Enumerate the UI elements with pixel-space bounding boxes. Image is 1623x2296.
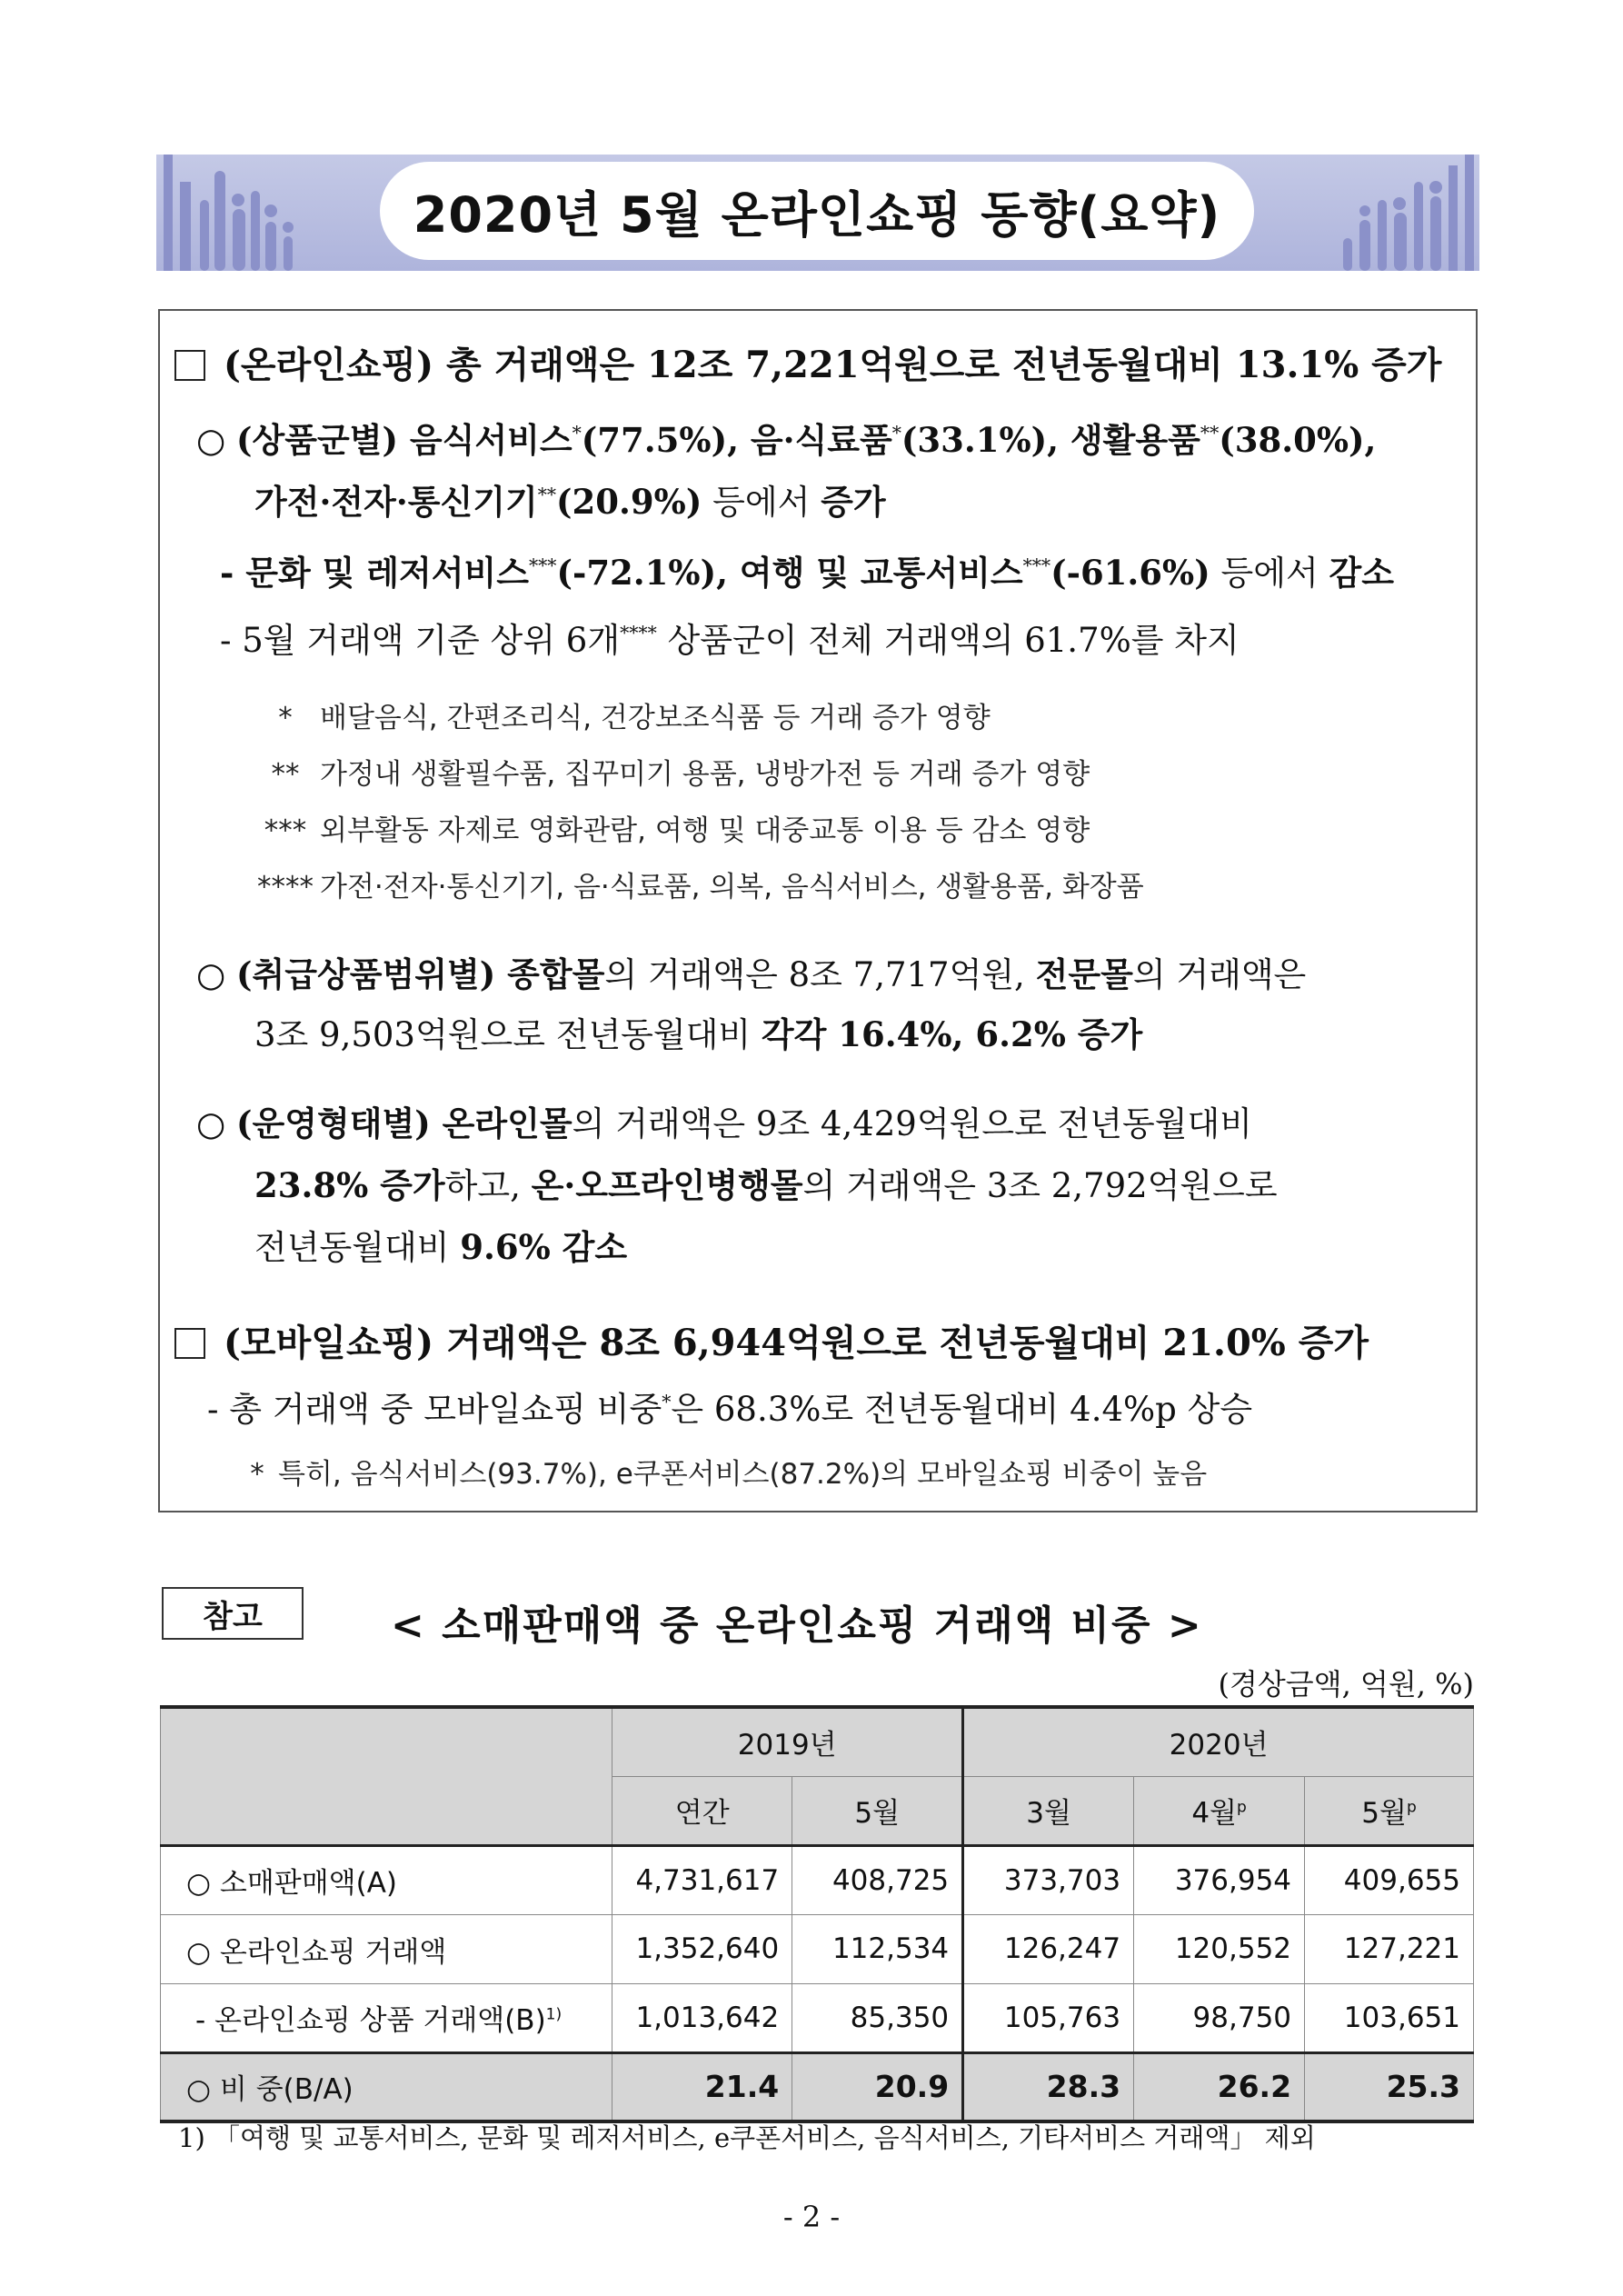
note-text: 외부활동 자제로 영화관람, 여행 및 대중교통 이용 등 감소 영향: [320, 814, 1090, 847]
footnote-mark: **: [537, 484, 557, 506]
summary-mobile-share: [207, 1382, 1252, 1431]
column-header: 3월: [963, 1776, 1134, 1845]
summary-text: 감소: [1329, 553, 1394, 593]
square-bullet-icon: [174, 350, 205, 381]
footnote-mark: ***: [264, 814, 307, 847]
table-header-row: [161, 1707, 1474, 1776]
summary-text: 총 거래액은 12조 7,221억원으로 전년동월대비 13.1% 증가: [433, 344, 1442, 386]
preliminary-mark: p: [1406, 1798, 1417, 1817]
summary-text: - 총 거래액 중 모바일쇼핑 비중: [207, 1390, 662, 1429]
table-row: [161, 1914, 1474, 1983]
note-text: 배달음식, 간편조리식, 건강보조식품 등 거래 증가 영향: [320, 702, 991, 734]
table-row: [161, 1845, 1474, 1914]
footnote-mark: *: [250, 1458, 264, 1491]
table-cell: 103,651: [1305, 1983, 1474, 2052]
table-cell: 105,763: [963, 1983, 1134, 2052]
summary-by-operation-line1: [196, 1096, 1252, 1145]
summary-decrease: [220, 545, 1394, 594]
summary-text: 가전·전자·통신기기: [254, 482, 538, 522]
table-header-blank: [161, 1707, 612, 1845]
circle-bullet-icon: ○: [196, 955, 237, 994]
table-cell: 376,954: [1134, 1845, 1305, 1914]
summary-text: 종합몰: [495, 954, 605, 994]
footnote-mark: ***: [528, 554, 557, 577]
summary-text: - 5월 거래액 기준 상위 6개: [220, 621, 621, 660]
reference-table: [160, 1705, 1474, 2123]
summary-text: (38.0%),: [1219, 420, 1377, 460]
footnote-mark: ****: [620, 622, 657, 644]
note-3: [251, 807, 1090, 848]
row-label: [161, 1983, 612, 2052]
reference-title: < 소매판매액 중 온라인쇼핑 거래액 비중 >: [391, 1602, 1203, 1649]
table-cell: 127,221: [1305, 1914, 1474, 1983]
year-header-2019: 2019년: [612, 1707, 963, 1776]
table-row-ratio: [161, 2052, 1474, 2121]
row-label: ○ 비 중(B/A): [161, 2052, 612, 2121]
summary-text: 전년동월대비: [254, 1228, 461, 1267]
footnote-mark: *: [662, 1391, 672, 1413]
summary-text: - 문화 및 레저서비스: [220, 553, 529, 593]
reference-label: 참고: [162, 1587, 304, 1640]
table-cell: 4,731,617: [612, 1845, 792, 1914]
summary-text: 의 거래액은: [1132, 955, 1307, 994]
summary-by-operation-line3: [254, 1220, 627, 1269]
note-text: 가정내 생활필수품, 집꾸미기 용품, 냉방가전 등 거래 증가 영향: [320, 758, 1090, 791]
column-header: [1305, 1776, 1474, 1845]
summary-text: (20.9%): [556, 482, 702, 522]
summary-text: 3조 9,503억원으로 전년동월대비: [254, 1015, 762, 1054]
footnote-mark: *: [891, 422, 901, 444]
summary-text: 전문몰: [1035, 954, 1133, 994]
summary-text: 9.6% 감소: [460, 1227, 628, 1267]
summary-text: 상품군이 전체 거래액의 61.7%를 차지: [656, 621, 1240, 660]
summary-text: (77.5%), 음·식료품: [581, 420, 892, 460]
table-cell: 85,350: [792, 1983, 963, 2052]
section-label: (상품군별): [236, 420, 399, 460]
circle-bullet-icon: ○: [196, 1104, 237, 1143]
summary-online-shopping: [174, 336, 1441, 388]
table-cell: 1,013,642: [612, 1983, 792, 2052]
bar-graph-decoration: [1279, 155, 1479, 271]
column-header: 5월: [792, 1776, 963, 1845]
summary-text: 거래액은 8조 6,944억원으로 전년동월대비 21.0% 증가: [433, 1322, 1369, 1364]
note-text: 가전·전자·통신기기, 음·식료품, 의복, 음식서비스, 생활용품, 화장품: [320, 871, 1144, 903]
table-cell: 21.4: [612, 2052, 792, 2121]
title-banner: [156, 155, 1479, 271]
table-cell: 20.9: [792, 2052, 963, 2121]
summary-text: 23.8% 증가: [254, 1165, 445, 1205]
bar-graph-decoration: [156, 155, 356, 271]
note-4: [251, 863, 1144, 904]
table-cell: 373,703: [963, 1845, 1134, 1914]
table-cell: 98,750: [1134, 1983, 1305, 2052]
table-row: [161, 1983, 1474, 2052]
footnote-mark: *: [278, 702, 293, 734]
page-number: - 2 -: [782, 2200, 841, 2234]
footnote-mark: *: [572, 422, 582, 444]
note-2: [251, 751, 1090, 792]
section-label: (온라인쇼핑): [224, 344, 434, 386]
column-header: 연간: [612, 1776, 792, 1845]
summary-by-range-line2: [254, 1007, 1142, 1056]
table-cell: 120,552: [1134, 1914, 1305, 1983]
summary-text: (-61.6%): [1050, 553, 1210, 593]
table-cell: 126,247: [963, 1914, 1134, 1983]
summary-by-range-line1: [196, 947, 1306, 996]
preliminary-mark: p: [1236, 1798, 1247, 1817]
unit-note: (경상금액, 억원, %): [1218, 1667, 1474, 1702]
column-header-text: 5월: [1361, 1797, 1407, 1830]
footnote-mark: ****: [257, 871, 314, 903]
footnote-mark: ***: [1022, 554, 1051, 577]
footnote-mark: 1): [545, 2005, 563, 2024]
table-cell: 112,534: [792, 1914, 963, 1983]
mobile-note: [236, 1451, 1207, 1492]
table-cell: 1,352,640: [612, 1914, 792, 1983]
summary-text: 하고,: [444, 1166, 532, 1205]
footnote-mark: **: [1200, 422, 1220, 444]
section-label: (모바일쇼핑): [224, 1322, 434, 1364]
summary-text: 각각 16.4%, 6.2% 증가: [761, 1014, 1143, 1054]
summary-text: 의 거래액은 3조 2,792억원으로: [802, 1166, 1278, 1205]
table-cell: 25.3: [1305, 2052, 1474, 2121]
table-cell: 26.2: [1134, 2052, 1305, 2121]
summary-text: (33.1%), 생활용품: [901, 420, 1200, 460]
table-cell: 409,655: [1305, 1845, 1474, 1914]
square-bullet-icon: [174, 1328, 205, 1359]
summary-text: 증가: [821, 482, 886, 522]
summary-text: 의 거래액은 9조 4,429억원으로 전년동월대비: [572, 1104, 1253, 1143]
summary-box: [158, 309, 1478, 1512]
summary-by-category-line1: [196, 413, 1376, 462]
section-label: (취급상품범위별): [236, 954, 496, 994]
table-cell: 28.3: [963, 2052, 1134, 2121]
table-footnote: 1) 「여행 및 교통서비스, 문화 및 레저서비스, e쿠폰서비스, 음식서비스, 기타서비스 거래액」 제외: [178, 2122, 1316, 2153]
row-label: ○ 온라인쇼핑 거래액: [161, 1914, 612, 1983]
summary-top6: [220, 613, 1240, 662]
summary-text: 의 거래액은 8조 7,717억원,: [604, 955, 1036, 994]
summary-text: (-72.1%), 여행 및 교통서비스: [556, 553, 1023, 593]
summary-mobile-shopping: [174, 1314, 1369, 1366]
section-label: (운영형태별): [236, 1103, 431, 1143]
summary-by-category-line2: [254, 474, 886, 524]
row-label: ○ 소매판매액(A): [161, 1845, 612, 1914]
summary-text: 등에서: [1210, 554, 1329, 593]
page-title: 2020년 5월 온라인쇼핑 동향(요약): [413, 185, 1221, 244]
column-header-text: 4월: [1191, 1797, 1237, 1830]
column-header: [1134, 1776, 1305, 1845]
circle-bullet-icon: ○: [196, 421, 237, 460]
table-cell: 408,725: [792, 1845, 963, 1914]
summary-text: 온라인몰: [430, 1103, 573, 1143]
footnote-mark: **: [271, 758, 300, 791]
year-header-2020: 2020년: [963, 1707, 1474, 1776]
summary-text: 온·오프라인병행몰: [531, 1165, 803, 1205]
summary-text: 은 68.3%로 전년동월대비 4.4%p 상승: [671, 1390, 1253, 1429]
title-pill: [380, 162, 1254, 260]
summary-text: 등에서: [702, 483, 821, 522]
row-label-text: - 온라인쇼핑 상품 거래액(B): [195, 2004, 546, 2037]
summary-by-operation-line2: [254, 1158, 1278, 1207]
note-1: [251, 694, 991, 735]
note-text: 특히, 음식서비스(93.7%), e쿠폰서비스(87.2%)의 모바일쇼핑 비중이 높음: [278, 1458, 1208, 1491]
summary-text: 음식서비스: [398, 420, 573, 460]
